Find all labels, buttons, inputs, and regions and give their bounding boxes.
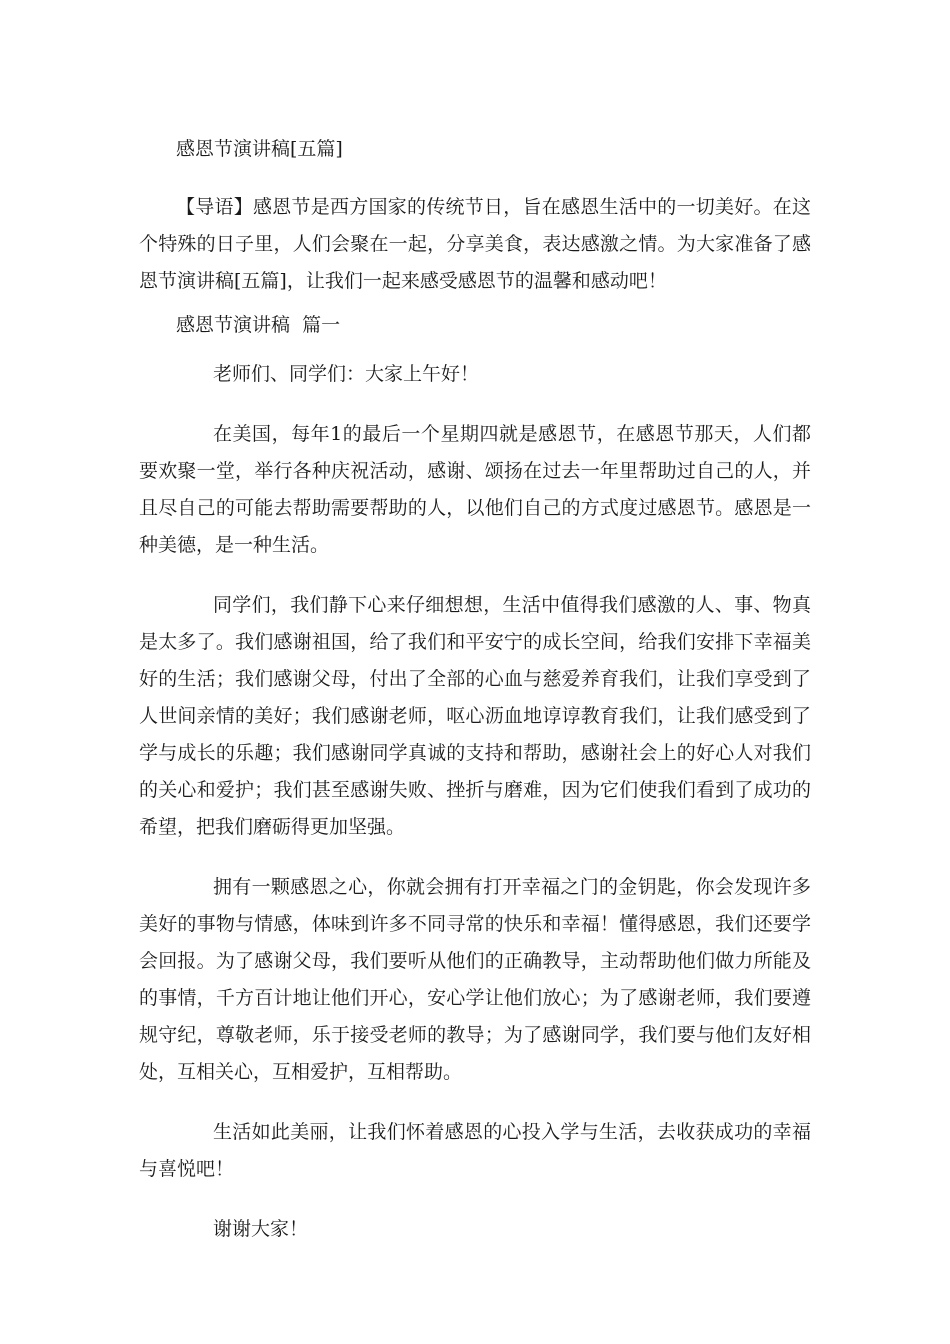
body-paragraph: 在美国，每年1的最后一个星期四就是感恩节，在感恩节那天，人们都要欢聚一堂，举行各种庆祝活动，感谢、颂扬在过去一年里帮助过自己的人，并且尽自己的可能去帮助需要帮助的人，以他们自己的方式度过感恩节。感恩是一种美德，是一种生活。	[139, 423, 811, 556]
body-paragraph: 生活如此美丽，让我们怀着感恩的心投入学与生活，去收获成功的幸福与喜悦吧！	[139, 1121, 811, 1180]
body-paragraph: 拥有一颗感恩之心，你就会拥有打开幸福之门的金钥匙，你会发现许多美好的事物与情感，体味到许多不同寻常的快乐和幸福！懂得感恩，我们还要学会回报。为了感谢父母，我们要听从他们的正确教导，主动帮助他们做力所能及的事情，千方百计地让他们开心，安心学让他们放心；为了感谢老师，我们要遵规守纪，尊敬老师，乐于接受老师的教导；为了感谢同学，我们要与他们友好相处，互相关心，互相爱护，互相帮助。	[139, 876, 811, 1083]
section-heading: 感恩节演讲稿 篇一	[176, 314, 341, 336]
document-title: 感恩节演讲稿[五篇]	[176, 138, 343, 160]
closing-paragraph: 谢谢大家！	[213, 1218, 309, 1240]
speech-body	[139, 356, 811, 1271]
intro-paragraph: 【导语】感恩节是西方国家的传统节日，旨在感恩生活中的一切美好。在这个特殊的日子里，人们会聚在一起，分享美食，表达感激之情。为大家准备了感恩节演讲稿[五篇]，让我们一起来感受感恩节的温馨和感动吧！	[139, 196, 811, 292]
greeting-paragraph: 老师们、同学们：大家上午好！	[213, 363, 480, 385]
body-paragraph: 同学们，我们静下心来仔细想想，生活中值得我们感激的人、事、物真是太多了。我们感谢祖国，给了我们和平安宁的成长空间，给我们安排下幸福美好的生活；我们感谢父母，付出了全部的心血与慈爱养育我们，让我们享受到了人世间亲情的美好；我们感谢老师，呕心沥血地谆谆教育我们，让我们感受到了学与成长的乐趣；我们感谢同学真诚的支持和帮助，感谢社会上的好心人对我们的关心和爱护；我们甚至感谢失败、挫折与磨难，因为它们使我们看到了成功的希望，把我们磨砺得更加坚强。	[139, 594, 811, 838]
